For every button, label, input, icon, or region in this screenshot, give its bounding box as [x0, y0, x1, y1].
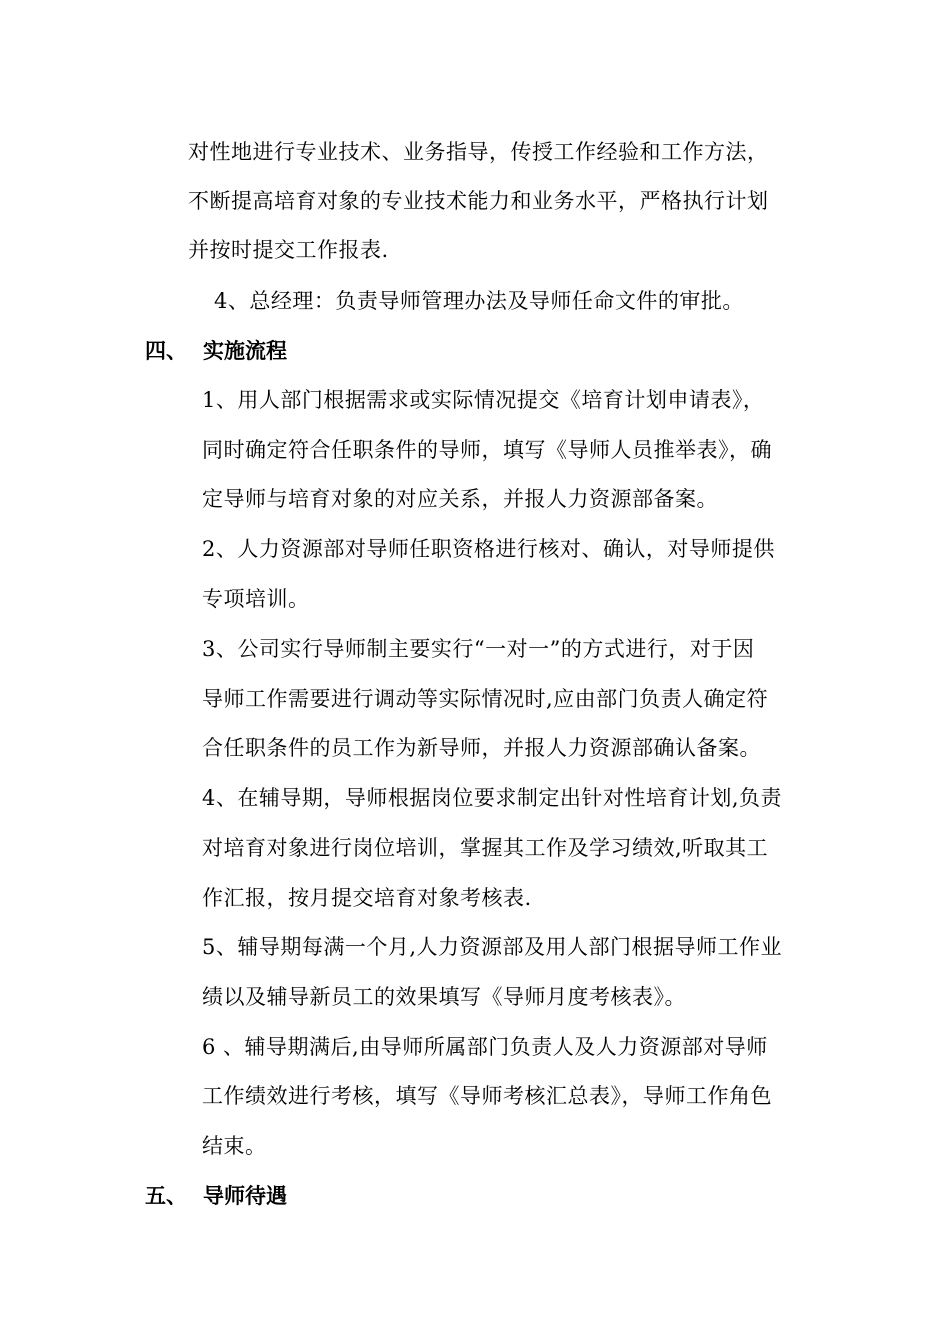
- paragraph-line: 2、人力资源部对导师任职资格进行核对、确认，对导师提供: [202, 537, 775, 561]
- paragraph-line: 对性地进行专业技术、业务指导，传授工作经验和工作方法，: [188, 140, 769, 164]
- paragraph-line: 对培育对象进行岗位培训，掌握其工作及学习绩效,听取其工: [202, 836, 769, 860]
- paragraph-line: 6 、辅导期满后,由导师所属部门负责人及人力资源部对导师: [202, 1035, 768, 1059]
- section-heading: [145, 1181, 287, 1211]
- section-title: 导师待遇: [203, 1184, 287, 1208]
- section-heading: [145, 336, 287, 366]
- paragraph-line: 5、辅导期每满一个月,人力资源部及用人部门根据导师工作业: [202, 935, 783, 959]
- paragraph-line: 工作绩效进行考核，填写《导师考核汇总表》，导师工作角色: [202, 1084, 772, 1108]
- paragraph-line: 同时确定符合任职条件的导师，填写《导师人员推举表》，确: [202, 438, 772, 462]
- paragraph-line: 结束。: [202, 1134, 267, 1158]
- paragraph-line: 作汇报，按月提交培育对象考核表.: [202, 886, 532, 910]
- paragraph-line: 4、总经理：负责导师管理办法及导师任命文件的审批。: [214, 289, 744, 313]
- section-number: 四、: [145, 339, 187, 363]
- paragraph-line: 3、公司实行导师制主要实行“一对一”的方式进行，对于因: [202, 637, 755, 661]
- paragraph-line: 1、用人部门根据需求或实际情况提交《培育计划申请表》，: [202, 388, 765, 412]
- paragraph-line: 4、在辅导期，导师根据岗位要求制定出针对性培育计划,负责: [202, 786, 783, 810]
- paragraph-line: 不断提高培育对象的专业技术能力和业务水平，严格执行计划: [188, 189, 769, 213]
- paragraph-line: 合任职条件的员工作为新导师，并报人力资源部确认备案。: [202, 736, 761, 760]
- paragraph-line: 定导师与培育对象的对应关系，并报人力资源部备案。: [202, 487, 718, 511]
- paragraph-line: 绩以及辅导新员工的效果填写《导师月度考核表》。: [202, 985, 686, 1009]
- section-number: 五、: [145, 1184, 187, 1208]
- section-title: 实施流程: [203, 339, 287, 363]
- paragraph-line: 导师工作需要进行调动等实际情况时,应由部门负责人确定符: [202, 687, 769, 711]
- paragraph-line: 专项培训。: [202, 587, 310, 611]
- paragraph-line: 并按时提交工作报表.: [188, 238, 389, 262]
